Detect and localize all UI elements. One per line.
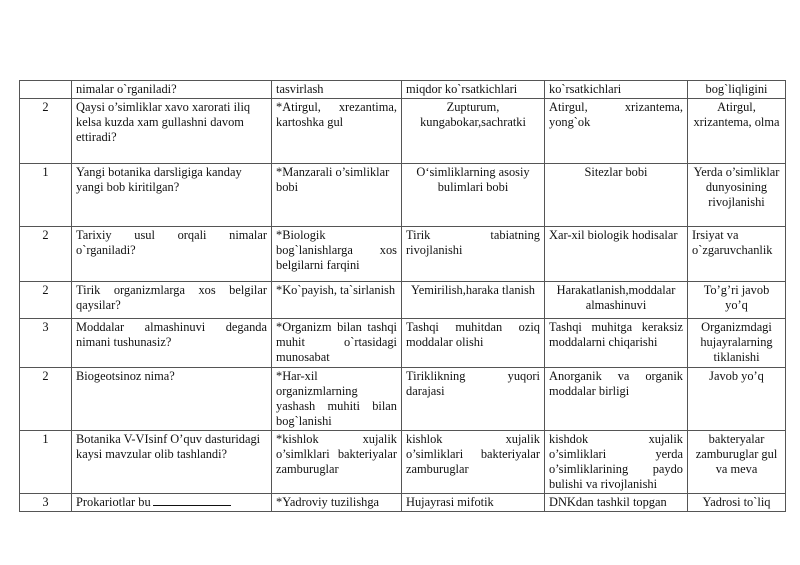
correct-answer-cell: *Yadroviy tuzilishga [272,494,402,512]
row-number: 2 [20,282,72,319]
option-b-cell: Tirik tabiatning rivojlanishi [402,227,545,282]
row-number: 2 [20,227,72,282]
option-c-cell: Tashqi muhitga keraksiz moddalarni chiqarishi [545,319,688,368]
option-c-cell: Anorganik va organik moddalar birligi [545,368,688,431]
option-c-cell: DNKdan tashkil topgan [545,494,688,512]
correct-answer-cell: *Biologik bog`lanishlarga xos belgilarni farqini [272,227,402,282]
option-c-cell: Sitezlar bobi [545,164,688,227]
option-c-cell: Atirgul, xrizantema, yong`ok [545,99,688,164]
question-cell: Biogeotsinoz nima? [72,368,272,431]
correct-answer-cell: tasvirlash [272,81,402,99]
option-b-cell: O‘simliklarning asosiy bulimlari bobi [402,164,545,227]
table-row [20,227,786,282]
table-row [20,282,786,319]
option-b-cell: Tiriklikning yuqori darajasi [402,368,545,431]
option-c-cell: kishdok xujalik o’simliklari yerda o’simliklarining paydo bulishi va rivojlanishi [545,431,688,494]
answer-blank-line [153,495,231,506]
option-b-cell: Zupturum, kungabokar,sachratki [402,99,545,164]
option-d-cell: Yadrosi to`liq [688,494,786,512]
correct-answer-cell: *Ko`payish, ta`sirlanish [272,282,402,319]
row-number: 3 [20,494,72,512]
row-number: 2 [20,368,72,431]
row-number: 2 [20,99,72,164]
table-row [20,99,786,164]
row-number: 1 [20,431,72,494]
option-b-cell: miqdor ko`rsatkichlari [402,81,545,99]
option-c-cell: Harakatlanish,moddalar almashinuvi [545,282,688,319]
correct-answer-cell: *Manzarali o’simliklar bobi [272,164,402,227]
correct-answer-cell: *Organizm bilan tashqi muhit o`rtasidagi munosabat [272,319,402,368]
test-questions-table [19,80,786,512]
option-d-cell: Javob yo’q [688,368,786,431]
row-number: 1 [20,164,72,227]
option-d-cell: bog`liqligini [688,81,786,99]
question-cell: Yangi botanika darsligiga kanday yangi bob kiritilgan? [72,164,272,227]
option-c-cell: ko`rsatkichlari [545,81,688,99]
option-d-cell: Irsiyat va o`zgaruvchanlik [688,227,786,282]
table-row [20,494,786,512]
option-d-cell: To’g’ri javob yo’q [688,282,786,319]
table-row [20,164,786,227]
row-number [20,81,72,99]
option-b-cell: Tashqi muhitdan oziq moddalar olishi [402,319,545,368]
question-cell: nimalar o`rganiladi? [72,81,272,99]
question-cell: Moddalar almashinuvi deganda nimani tushunasiz? [72,319,272,368]
option-d-cell: Atirgul, xrizantema, olma [688,99,786,164]
option-d-cell: Yerda o’simliklar dunyosining rivojlanishi [688,164,786,227]
question-text: Prokariotlar bu [76,495,151,509]
table-row [20,368,786,431]
option-c-cell: Xar-xil biologik hodisalar [545,227,688,282]
table-row [20,319,786,368]
option-b-cell: Hujayrasi mifotik [402,494,545,512]
question-cell: Tarixiy usul orqali nimalar o`rganiladi? [72,227,272,282]
correct-answer-cell: *Har-xil organizmlarning yashash muhiti bilan bog`lanishi [272,368,402,431]
option-d-cell: Organizmdagi hujayralarning tiklanishi [688,319,786,368]
row-number: 3 [20,319,72,368]
option-d-cell: baktеryalar zamburuglar gul va meva [688,431,786,494]
question-cell [72,494,272,512]
question-cell: Botanika V-VIsinf O’quv dasturidagi kaysi mavzular olib tashlandi? [72,431,272,494]
table-row [20,81,786,99]
question-cell: Qaysi o’simliklar xavo xarorati iliq kelsa kuzda xam gullashni davom ettiradi? [72,99,272,164]
table-row [20,431,786,494]
option-b-cell: Yemirilish,haraka tlanish [402,282,545,319]
option-b-cell: kishlok xujalik o’simliklari baktеriyalar zamburuglar [402,431,545,494]
question-cell: Tirik organizmlarga xos belgilar qaysilar? [72,282,272,319]
correct-answer-cell: *Atirgul, xrezantima, kartoshka gul [272,99,402,164]
correct-answer-cell: *kishlok xujalik o’simlklari baktеriyalar zamburuglar [272,431,402,494]
